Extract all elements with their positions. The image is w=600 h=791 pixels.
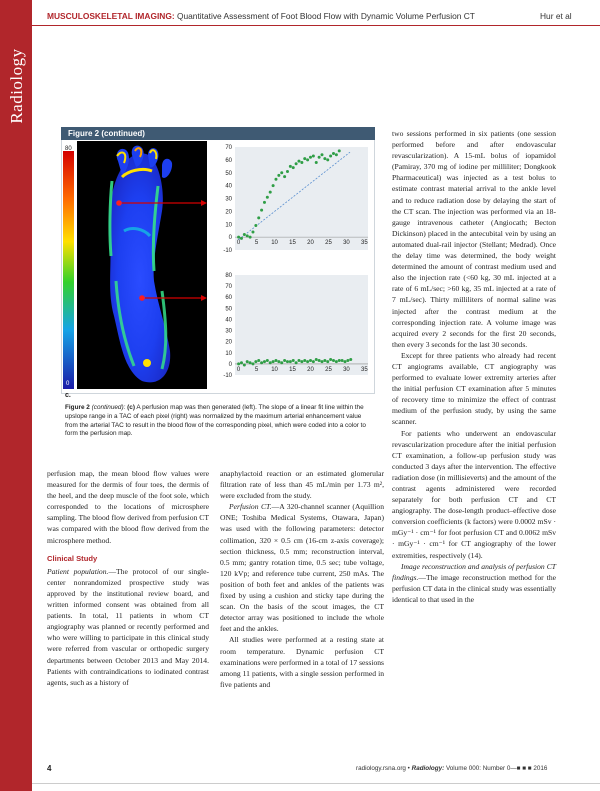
footer-site: radiology.rsna.org (356, 765, 406, 772)
chart2-ytick-label: 20 (225, 339, 232, 346)
chart2-data-point (297, 359, 300, 362)
chart1-xtick-label: 10 (271, 240, 278, 247)
chart1-data-point (243, 233, 246, 236)
chart1-ytick-label: -10 (223, 248, 232, 254)
chart1-ytick-label: 40 (225, 183, 232, 190)
footer-issue: Volume 000: Number 0—■ ■ ■ 2016 (445, 765, 548, 772)
chart2-data-point (277, 360, 280, 363)
caption-label: Figure 2 (65, 404, 90, 411)
chart1-data-point (306, 158, 309, 161)
chart1-data-point (315, 161, 318, 164)
chart2-data-point (246, 360, 249, 363)
chart2-xtick-label: 15 (289, 366, 296, 373)
subsection-perfusion-ct: Perfusion CT. (229, 502, 272, 512)
chart1-xtick-label: 20 (307, 240, 314, 247)
chart2-data-point (312, 360, 315, 363)
middle-paragraph-2 (220, 501, 384, 634)
figure-title: Figure 2 (continued) (68, 129, 145, 138)
chart2-ytick-label: 70 (225, 284, 232, 291)
chart2-data-point (274, 359, 277, 362)
footer-journal: Radiology: (411, 765, 445, 772)
chart2-data-point (289, 360, 292, 363)
chart1-ytick-label: 70 (225, 145, 232, 151)
chart2-data-point (295, 361, 298, 364)
footer-rule (32, 783, 600, 784)
figure-panel-c (62, 141, 373, 392)
chart2-data-point (323, 359, 326, 362)
panel-letter: c. (65, 392, 71, 399)
chart1-data-point (254, 224, 257, 227)
chart1-data-point (260, 209, 263, 212)
chart2-xtick-label: 30 (343, 366, 350, 373)
right-paragraph-1: two sessions performed in six patients (one session performed before and after endovascular revascularization). A 15-mL bolus of iopamidol (Pamiray, 370 mg of iodine per milliliter; Dongkook Pharmaceutical) was injected as a test bolus to estimate contrast material arrival to the ankle level and to reduce radiation dose by delaying the start of the CT scan. The injection was performed via an 18-gauge intravenous catheter (Angiocath; Becton Dickinson) placed in the antecubital vein by using an automated dual-rail injector (Stellant; Medrad). Once the delay time was determined, the body weight determined the amount of contrast medium used and also the injection rate (<60 kg, 30 mL injected at a rate of 6 mL/sec; >60 kg, 35 mL injected at a rate of 7 mL/sec). Thirty milliliters of normal saline was injected after the contrast medium at the corresponding injection rate. A volume image was acquired every 2 seconds for the first 20 seconds, then every 3 seconds for the last 30 seconds. (392, 129, 556, 349)
chart2-data-point (335, 360, 338, 363)
chart1-ytick-label: 10 (225, 222, 232, 229)
chart2-data-point (332, 359, 335, 362)
chart1-data-point (237, 236, 240, 239)
section-heading-clinical-study: Clinical Study (47, 553, 98, 563)
chart2-xtick-label: 25 (325, 366, 332, 373)
chart2-xtick-label: 0 (236, 366, 241, 373)
running-title (47, 11, 475, 21)
chart1-data-point (318, 156, 321, 159)
chart1-xtick-label: 25 (325, 240, 332, 247)
marker-lower (139, 295, 145, 301)
chart1-data-point (286, 170, 289, 173)
middle-paragraph-2-text: —A 320-channel scanner (Aquillion ONE; Toshiba Medical Systems, Otawara, Japan) was used with the following parameters: detector collimation, 320 × 0.5 cm (16-cm z-axis coverage); section thickness, 0.5 mm; reconstruction interval, 0.5 mm; gantry rotation time, 0.5 sec; tube voltage, 120 kVp; and reference tube current, 250 mAs. The position of both feet and ankles of the patients was fixed by using a cushion and sticky tape during the scan. On the basis of the scout images, the CT detector array was positioned to include the whole feet and the ankles. (220, 502, 384, 634)
chart2-data-point (251, 362, 254, 365)
left-paragraph-1: perfusion map, the mean blood flow values were measured for the dermis of four toes, the dermis of the heel, and the deep muscle of the foot sole, which corresponded to the locations of microsphere sampling. The blood flow derived from perfusion CT was compared with the blood flow derived from the microsphere method. (47, 469, 209, 545)
chart2-data-point (343, 360, 346, 363)
left-paragraph-2-text: —The protocol of our single-center nonrandomized prospective study was approved by the institutional review board, and written informed consent was obtained from all patients. In total, 11 patients in whom CT angiography was planned or recently performed and who were willing to participate in this clinical study were referred from vascular or orthopedic surgery departments between October 2013 and May 2014. Patients with contraindications to iodinated contrast agents, such as a history of (47, 566, 210, 687)
chart1-data-point (266, 196, 269, 199)
chart1-data-point (332, 152, 335, 155)
caption-panel: (c) (127, 404, 135, 411)
middle-paragraph-3: All studies were performed at a resting state at room temperature. Dynamic perfusion CT examinations were performed in a total of 17 sessions among 11 patients, with a single session performed in five patients and (220, 635, 384, 689)
middle-paragraph-1: anaphylactoid reaction or an estimated glomerular filtration rate of less than 45 mL/min per 1.73 m², were excluded from the study. (220, 469, 384, 501)
chart1-data-point (249, 236, 252, 239)
chart2-data-point (341, 359, 344, 362)
chart2-data-point (269, 361, 272, 364)
marker-upper (116, 200, 122, 206)
chart1-data-point (246, 234, 249, 237)
chart2-data-point (315, 358, 318, 361)
journal-sidebar (0, 0, 32, 791)
chart2-ytick-label: 60 (225, 295, 232, 302)
running-section: MUSCULOSKELETAL IMAGING: (47, 11, 175, 21)
chart1-data-point (240, 237, 243, 240)
chart1-data-point (338, 149, 341, 152)
chart2-data-point (338, 359, 341, 362)
chart2-ytick-label: 80 (225, 273, 232, 279)
chart1-xtick-label: 30 (343, 240, 350, 247)
running-author: Hur et al (540, 11, 572, 21)
page-number: 4 (47, 764, 52, 773)
chart1-data-point (269, 191, 272, 194)
chart1-data-point (297, 160, 300, 163)
chart2-ytick-label: 0 (228, 361, 232, 368)
middle-column (220, 468, 384, 690)
figure-caption (65, 404, 370, 439)
chart1-data-point (283, 175, 286, 178)
journal-name: Radiology (7, 48, 26, 124)
chart2-ytick-label: 10 (225, 350, 232, 357)
chart2-data-point (318, 359, 321, 362)
chart2-xtick-label: 5 (254, 366, 259, 373)
caption-continued: (continued): (91, 404, 126, 411)
chart2-data-point (257, 359, 260, 362)
chart2-data-point (249, 361, 252, 364)
chart1-data-point (263, 201, 266, 204)
chart2-data-point (237, 362, 240, 365)
chart1-data-point (303, 157, 306, 160)
chart1-xtick-label: 0 (236, 240, 241, 247)
left-column (47, 468, 209, 688)
chart1-data-point (312, 155, 315, 158)
chart2-data-point (272, 360, 275, 363)
chart2-data-point (320, 360, 323, 363)
tac-chart-lower (223, 273, 368, 379)
color-scale-bar (63, 151, 74, 389)
chart1-data-point (257, 216, 260, 219)
chart1-ytick-label: 60 (225, 157, 232, 164)
chart1-ytick-label: 0 (228, 235, 232, 242)
chart1-data-point (309, 156, 312, 159)
chart1-ytick-label: 50 (225, 170, 232, 177)
chart1-data-point (272, 184, 275, 187)
subsection-patient-population: Patient population. (47, 566, 109, 576)
right-paragraph-4 (392, 561, 556, 605)
chart2-data-point (254, 360, 257, 363)
chart1-data-point (292, 166, 295, 169)
chart2-data-point (300, 360, 303, 363)
chart2-xtick-label: 20 (307, 366, 314, 373)
chart1-data-point (323, 157, 326, 160)
chart2-ytick-label: 40 (225, 317, 232, 324)
chart2-data-point (260, 361, 263, 364)
chart2-data-point (306, 360, 309, 363)
running-article-title: Quantitative Assessment of Foot Blood Flow with Dynamic Volume Perfusion CT (176, 11, 475, 21)
caption-text: A perfusion map was then generated (left). The slope of a linear fit line within the upslope range in a TAC of each pixel (right) was normalized by the maximum arterial enhancement value from the arterial TAC to result in the blood flow of the corresponding pixel, which were coded into a color to form the perfusion map. (65, 404, 366, 438)
chart2-ytick-label: -10 (223, 373, 232, 379)
chart2-data-point (240, 361, 243, 364)
chart1-data-point (251, 230, 254, 233)
chart1-data-point (326, 158, 329, 161)
chart2-xtick-label: 35 (361, 366, 368, 373)
chart1-data-point (295, 162, 298, 165)
chart2-data-point (303, 359, 306, 362)
chart1-ytick-label: 30 (225, 196, 232, 203)
chart1-data-point (274, 178, 277, 181)
right-paragraph-2: Except for three patients who already had recent CT angiograms available, CT angiography was performed to evaluate lower extremity arteries after the initial perfusion CT examination after 5 minutes of recovery time to minimize the effect of contrast medium of the perfusion study, by using the same scanner. (392, 350, 556, 427)
chart1-data-point (300, 161, 303, 164)
chart1-ytick-label: 20 (225, 209, 232, 216)
chart1-data-point (277, 174, 280, 177)
chart2-data-point (292, 359, 295, 362)
chart2-data-point (286, 360, 289, 363)
chart2-ytick-label: 30 (225, 328, 232, 335)
footer-citation: radiology.rsna.org • Radiology: Volume 000: Number 0—■ ■ ■ 2016 (356, 765, 548, 772)
right-paragraph-3: For patients who underwent an endovascular revascularization procedure after the initial perfusion CT examination, a follow-up perfusion study was conducted 3 days after the intervention. The effective radiation dose (in millisieverts) and the amount of the contrast agents administered were recorded separately for both perfusion CT and CT angiography. The dose-length product–effective dose conversion coefficients (k factors) were 0.0002 mSv · mGy⁻¹ · cm⁻¹ for foot perfusion CT and 0.0062 mSv · mGy⁻¹ · cm⁻¹ for CT angiography of the lower extremities, respectively (14). (392, 428, 556, 560)
right-paragraph-4-text: —The image reconstruction method for the perfusion CT data in the clinical study was essentially identical to that used in the (392, 572, 556, 604)
scale-max-label: 80 (65, 146, 72, 152)
chart1-xtick-label: 15 (289, 240, 296, 247)
chart1-data-point (280, 171, 283, 174)
scale-min-label: 0 (66, 381, 70, 387)
chart2-data-point (263, 360, 266, 363)
chart2-data-point (309, 359, 312, 362)
chart1-data-point (289, 165, 292, 168)
header-rule (32, 25, 600, 26)
tac-chart-upper (223, 145, 368, 254)
chart2-data-point (243, 364, 246, 367)
left-paragraph-2 (47, 566, 209, 688)
chart1-xtick-label: 35 (361, 240, 368, 247)
chart2-data-point (349, 358, 352, 361)
chart2-data-point (329, 358, 332, 361)
chart2-xtick-label: 10 (271, 366, 278, 373)
chart1-xtick-label: 5 (254, 240, 259, 247)
chart1-data-point (335, 153, 338, 156)
chart2-ytick-label: 50 (225, 306, 232, 313)
chart2-data-point (346, 359, 349, 362)
chart2-data-point (280, 361, 283, 364)
chart2-data-point (266, 359, 269, 362)
chart2-data-point (283, 359, 286, 362)
chart2-data-point (326, 360, 329, 363)
right-column (392, 128, 556, 605)
subsection-image-reconstruction: Image reconstruction and analysis of perfusion CT findings. (392, 561, 556, 582)
chart1-data-point (329, 155, 332, 158)
chart1-data-point (320, 153, 323, 156)
